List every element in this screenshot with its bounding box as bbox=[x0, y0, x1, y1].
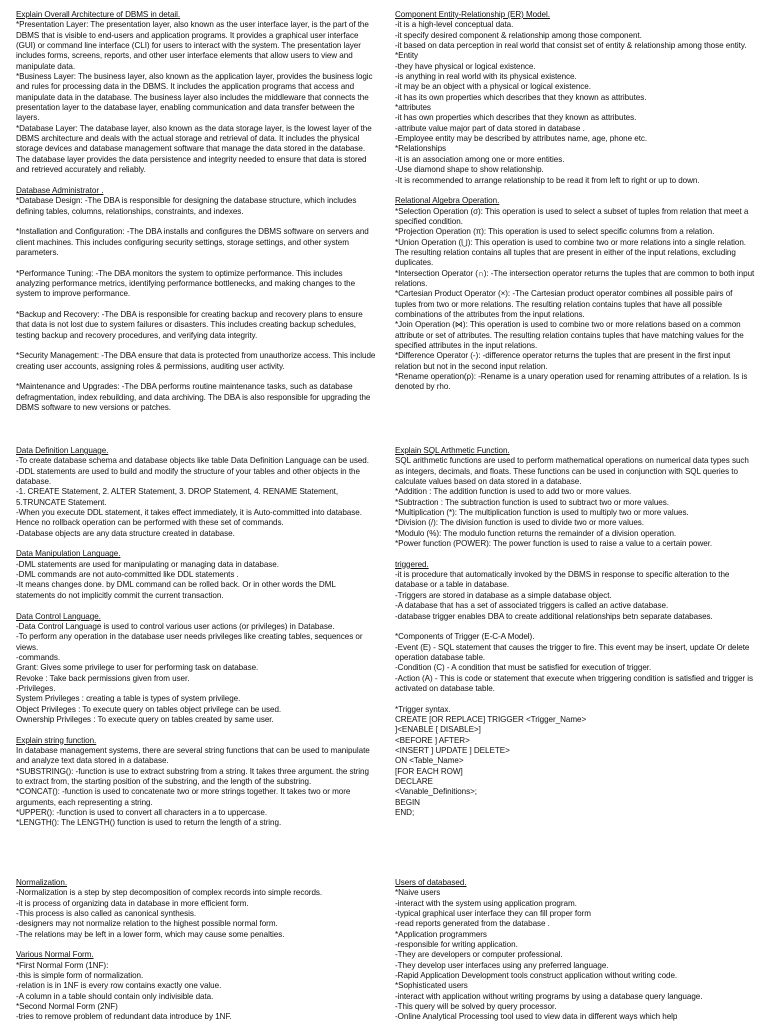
text-line: -it is procedure that automatically invoked by the DBMS in response to specific alteration to the database or a table in database. bbox=[395, 570, 730, 590]
text-line: *Projection Operation (π): This operation is used to select specific columns from a relation. bbox=[395, 227, 715, 237]
text-line: Ownership Privileges : To execute query on tables created by same user. bbox=[16, 714, 274, 724]
text-line: *Security Management: -The DBA ensure that data is protected from unauthorize access. This include creating user accounts, assigning roles & permissions, auditing user activity. bbox=[16, 351, 376, 371]
text-line: *Subtraction : The subtraction function is used to subtract two or more values. bbox=[395, 497, 669, 507]
text-line: -To perform any operation in the database user needs privileges like creating tables, sequences or views. bbox=[16, 632, 363, 652]
text-line: *Presentation Layer: The presentation layer, also known as the user interface layer, is the part of the DBMS that is visible to end-users and application programs. It provides a graphical user interface (GUI) or command line interface (CLI) for users to interact with the system. The presentation layer includes forms, screens, reports, and other user interface elements that allow users to view and manipulate data. bbox=[16, 20, 369, 71]
text-line: -A database that has a set of associated triggers is called an active database. bbox=[395, 601, 669, 611]
paragraph-gap bbox=[16, 372, 376, 382]
text-line: -It is recommended to arrange relationship to be read it from left to right or up to down. bbox=[395, 175, 700, 185]
text-line: -it is an association among one or more entities. bbox=[395, 154, 565, 164]
text-line: -Triggers are stored in database as a simple database object. bbox=[395, 590, 612, 600]
section-heading: Data Definition Language. bbox=[16, 446, 109, 455]
text-line: ON <Table_Name> bbox=[395, 756, 464, 766]
text-line: Revoke : Take back permissions given from user. bbox=[16, 673, 190, 683]
text-line: -Database objects are any data structure created in database. bbox=[16, 528, 235, 538]
text-line: *Selection Operation (σ): This operation is used to select a subset of tuples from relation that meet a specified condition. bbox=[395, 206, 749, 226]
paragraph-gap bbox=[16, 176, 376, 186]
text-line: -designers may not normalize relation to the highest possible normal form. bbox=[16, 919, 278, 929]
text-line: -interact with the system using application program. bbox=[395, 898, 577, 908]
text-line: -responsible for writing application. bbox=[395, 940, 518, 950]
text-line: CREATE [OR REPLACE] TRIGGER <Trigger_Name> bbox=[395, 714, 587, 724]
text-line: -When you execute DDL statement, it takes effect immediately, it is Auto-committed into database. Hence no rollback operation can be performed with these set of commands. bbox=[16, 508, 362, 528]
section-heading: Component Entity-Relationship (ER) Model. bbox=[395, 10, 550, 19]
section-heading: Explain Overall Architecture of DBMS in detail. bbox=[16, 10, 181, 19]
text-line: *Relationships bbox=[395, 144, 447, 154]
text-line: <Vanable_Definitions>; bbox=[395, 787, 477, 797]
text-line: -DML commands are not auto-committed like DDL statements . bbox=[16, 570, 239, 580]
text-line: *Business Layer: The business layer, also known as the application layer, provides the business logic and rules for processing data in the DBMS. It includes the application programs that access and manipulate data in the database. The business layer also includes the middleware that connects the presentation layer to the database layer, enabling communication and data transfer between the layers. bbox=[16, 72, 373, 123]
text-line: *Trigger syntax. bbox=[395, 704, 451, 714]
paragraph-gap bbox=[16, 300, 376, 310]
left-section-1 bbox=[16, 10, 376, 413]
text-line: -Event (E) - SQL statement that causes the trigger to fire. This event may be insert, update Or delete operation database table. bbox=[395, 642, 750, 662]
paragraph-gap bbox=[16, 341, 376, 351]
right-section-3 bbox=[395, 878, 755, 1023]
text-line: *Intersection Operator (∩): -The intersection operator returns the tuples that are common to both input relations. bbox=[395, 268, 755, 288]
left-section-3 bbox=[16, 878, 376, 1023]
text-line: *Naive users bbox=[395, 888, 441, 898]
text-line: -they have physical or logical existence. bbox=[395, 61, 536, 71]
text-line: *Second Normal Form (2NF) bbox=[16, 1002, 118, 1012]
text-line: *Sophisticated users bbox=[395, 981, 468, 991]
text-line: -Data Control Language is used to control various user actions (or privileges) in Database. bbox=[16, 621, 335, 631]
text-line: <BEFORE ] AFTER> bbox=[395, 735, 470, 745]
text-line: *LENGTH(): The LENGTH() function is used to return the length of a string. bbox=[16, 818, 282, 828]
text-line: *attributes bbox=[395, 103, 431, 113]
left-section-2 bbox=[16, 446, 376, 829]
text-line: -Employee entity may be described by attributes name, age, phone etc. bbox=[395, 134, 648, 144]
text-line: -this is simple form of normalization. bbox=[16, 971, 144, 981]
text-line: *Components of Trigger (E-C-A Model). bbox=[395, 632, 535, 642]
text-line: -is anything in real world with its physical existence. bbox=[395, 72, 577, 82]
text-line: -Rapid Application Development tools construct application without writing code. bbox=[395, 971, 678, 981]
sub-heading: Relational Algebra Operation. bbox=[395, 196, 500, 206]
paragraph-gap bbox=[16, 539, 376, 549]
text-line: *Maintenance and Upgrades: -The DBA performs routine maintenance tasks, such as database defragmentation, index rebuilding, and data archiving. The DBA is also responsible for upgrading the DBMS software to new versions or patches. bbox=[16, 382, 371, 413]
text-line: -Action (A) - This is code or statement that execute when triggering condition is satisfied and trigger is activated on database table. bbox=[395, 673, 754, 693]
text-line: -read reports generated from the database . bbox=[395, 919, 550, 929]
text-line: -it specify desired component & relationship among those component. bbox=[395, 30, 642, 40]
text-line: -It means changes done. by DML command can be rolled back. Or in other words the DML statements do not implicitly commit the current transaction. bbox=[16, 580, 336, 600]
sub-heading: triggered. bbox=[395, 559, 429, 569]
text-line: *Entity bbox=[395, 51, 419, 61]
sub-heading: Various Normal Form. bbox=[16, 950, 94, 960]
text-line: -attribute value major part of data stored in database . bbox=[395, 123, 585, 133]
sub-heading: Database Administrator . bbox=[16, 185, 104, 195]
text-line: -it is a high-level conceptual data. bbox=[395, 20, 514, 30]
text-line: *Difference Operator (-): -difference operator returns the tuples that are present in the first input relation but not in the second input relation. bbox=[395, 351, 731, 371]
text-line: *SUBSTRING(): -function is use to extract substring from a string. It takes three argument. the string to extract from, the starting position of the substring, and the length of the substring. bbox=[16, 766, 369, 786]
paragraph-gap bbox=[16, 601, 376, 611]
sub-heading: Data Control Language. bbox=[16, 611, 101, 621]
sub-heading: Explain string function. bbox=[16, 735, 97, 745]
section-heading: Users of databased. bbox=[395, 878, 467, 887]
text-line: END; bbox=[395, 808, 415, 818]
text-line: *Addition : The addition function is used to add two or more values. bbox=[395, 487, 632, 497]
text-line: -The relations may be left in a lower form, which may cause some penalties. bbox=[16, 929, 285, 939]
text-line: -it based on data perception in real world that consist set of entity & relationship among those entity. bbox=[395, 41, 747, 51]
text-line: -Condition (C) - A condition that must be satisfied for execution of trigger. bbox=[395, 663, 652, 673]
text-line: *Performance Tuning: -The DBA monitors the system to optimize performance. This includes analyzing performance metrics, identifying performance bottlenecks, and making changes to the system to improve performance. bbox=[16, 268, 356, 299]
text-line: *Division (/): The division function is used to divide two or more values. bbox=[395, 518, 644, 528]
text-line: *Database Layer: The database layer, also known as the data storage layer, is the lowest layer of the DBMS architecture and deals with the actual storage and retrieval of data. It includes the physical storage devices and database management software that manage the data stored in the database. The database layer provides the data persistence and integrity needed to ensure that data is stored and retrieved accurately and reliably. bbox=[16, 123, 372, 175]
text-line: -This process is also called as canonical synthesis. bbox=[16, 909, 197, 919]
right-section-1 bbox=[395, 10, 755, 393]
text-line: -Privileges. bbox=[16, 683, 56, 693]
text-line: -tries to remove problem of redundant data introduce by 1NF. bbox=[16, 1012, 232, 1022]
text-line: -DML statements are used for manipulating or managing data in database. bbox=[16, 559, 279, 569]
section-heading: Normalization. bbox=[16, 878, 68, 887]
text-line: -commands. bbox=[16, 652, 61, 662]
paragraph-gap bbox=[395, 549, 755, 559]
text-line: *Join Operation (⋈): This operation is used to combine two or more relations based on a common attribute or set of attributes. The resulting relation contains tuples that have matching values for the specified attributes in the input relations. bbox=[395, 320, 744, 350]
text-line: Object Privileges : To execute query on tables object privilege can be used. bbox=[16, 704, 282, 714]
text-line: -database trigger enables DBA to create additional relationships betn separate databases. bbox=[395, 611, 713, 621]
sub-heading: Data Manipulation Language. bbox=[16, 549, 121, 559]
text-line: BEGIN bbox=[395, 797, 420, 807]
text-line: SQL arithmetic functions are used to perform mathematical operations on numerical data types such as integers, decimals, and floats. These functions can be used in conjunction with SQL queries to calculate values based on data stored in a database. bbox=[395, 456, 749, 487]
text-line: -Normalization is a step by step decomposition of complex records into simple records. bbox=[16, 888, 323, 898]
section-heading: Explain SQL Arthmetic Function. bbox=[395, 446, 510, 455]
text-line: *Database Design: -The DBA is responsible for designing the database structure, which includes defining tables, columns, relationships, constraints, and indexes. bbox=[16, 196, 357, 216]
text-line: -DDL statements are used to build and modify the structure of your tables and other objects in the database. bbox=[16, 466, 360, 487]
text-line: -1. CREATE Statement, 2. ALTER Statement, 3. DROP Statement, 4. RENAME Statement, 5.TRUNCATE Statement. bbox=[16, 487, 339, 507]
paragraph-gap bbox=[16, 258, 376, 268]
text-line: DECLARE bbox=[395, 777, 433, 786]
text-line: -it has own properties which describes that they known as attributes. bbox=[395, 113, 637, 123]
text-line: -To create database schema and database objects like table Data Definition Language can be used. bbox=[16, 456, 369, 466]
paragraph-gap bbox=[16, 940, 376, 950]
text-line: *Rename operation(ρ): -Rename is a unary operation used for renaming attributes of a relation. Is is denoted by rho. bbox=[395, 372, 748, 392]
text-line: In database management systems, there are several string functions that can be used to manipulate and analyze text data stored in a database. bbox=[16, 745, 370, 766]
text-line: Grant: Gives some privilege to user for performing task on database. bbox=[16, 663, 259, 673]
text-line: -A column in a table should contain only indivisible data. bbox=[16, 991, 214, 1001]
text-line: -relation is in 1NF is every row contains exactly one value. bbox=[16, 981, 222, 991]
text-line: *Application programmers bbox=[395, 929, 487, 939]
text-line: ]<ENABLE [ DISABLE>] bbox=[395, 725, 481, 735]
text-line: *Cartesian Product Operator (×): -The Cartesian product operator combines all possible pairs of tuples from two or more relations. The resulting relation contains tuples that have all possible combinations of the attributes from the input relations. bbox=[395, 289, 733, 319]
text-line: -Use diamond shape to show relationship. bbox=[395, 165, 544, 175]
text-line: [FOR EACH ROW] bbox=[395, 766, 463, 776]
text-line: *Multiplication (*): The multiplication function is used to multiply two or more values. bbox=[395, 508, 689, 518]
text-line: *UPPER(): -function is used to convert all characters in a to uppercase. bbox=[16, 808, 268, 818]
text-line: -They develop user interfaces using any preferred language. bbox=[395, 960, 609, 970]
text-line: -it has its own properties which describes that they known as attributes. bbox=[395, 92, 647, 102]
right-section-2 bbox=[395, 446, 755, 818]
text-line: -typical graphical user interface they can fill proper form bbox=[395, 909, 591, 919]
text-line: *Union Operation (⋃): This operation is used to combine two or more relations into a single relation. The resulting relation contains all tuples that are present in either of the input relations, excluding duplicates. bbox=[395, 237, 747, 268]
text-line: -They are developers or computer professional. bbox=[395, 950, 563, 960]
text-line: -interact with application without writing programs by using a database query language. bbox=[395, 991, 703, 1001]
paragraph-gap bbox=[16, 217, 376, 227]
paragraph-gap bbox=[16, 725, 376, 735]
text-line: *Modulo (%): The modulo function returns the remainder of a division operation. bbox=[395, 528, 677, 538]
text-line: System Privileges : creating a table is types of system privilege. bbox=[16, 694, 241, 704]
text-line: -This query will be solved by query processor. bbox=[395, 1002, 557, 1012]
paragraph-gap bbox=[395, 694, 755, 704]
text-line: *First Normal Form (1NF): bbox=[16, 960, 109, 970]
paragraph-gap bbox=[395, 622, 755, 632]
text-line: <INSERT ] UPDATE ] DELETE> bbox=[395, 745, 510, 755]
text-line: -it may be an object with a physical or logical existence. bbox=[395, 82, 591, 92]
paragraph-gap bbox=[395, 186, 755, 196]
text-line: *Backup and Recovery: -The DBA is responsible for creating backup and recovery plans to ensure that data is not lost due to system failures or disasters. This includes creating backup schedules, testing backup and recovery procedures, and verifying data integrity. bbox=[16, 309, 363, 340]
text-line: -it is process of organizing data in database in more efficient form. bbox=[16, 898, 249, 908]
text-line: -Online Analytical Processing tool used to view data in different ways which help bbox=[395, 1012, 678, 1022]
text-line: *Installation and Configuration: -The DBA installs and configures the DBMS software on servers and client machines. This includes configuring security settings, storage settings, and other system parameters. bbox=[16, 227, 369, 257]
text-line: *CONCAT(): -function is used to concatenate two or more strings together. It takes two or more arguments, each representing a string. bbox=[16, 787, 351, 807]
text-line: *Power function (POWER): The power function is used to raise a value to a certain power. bbox=[395, 539, 713, 549]
